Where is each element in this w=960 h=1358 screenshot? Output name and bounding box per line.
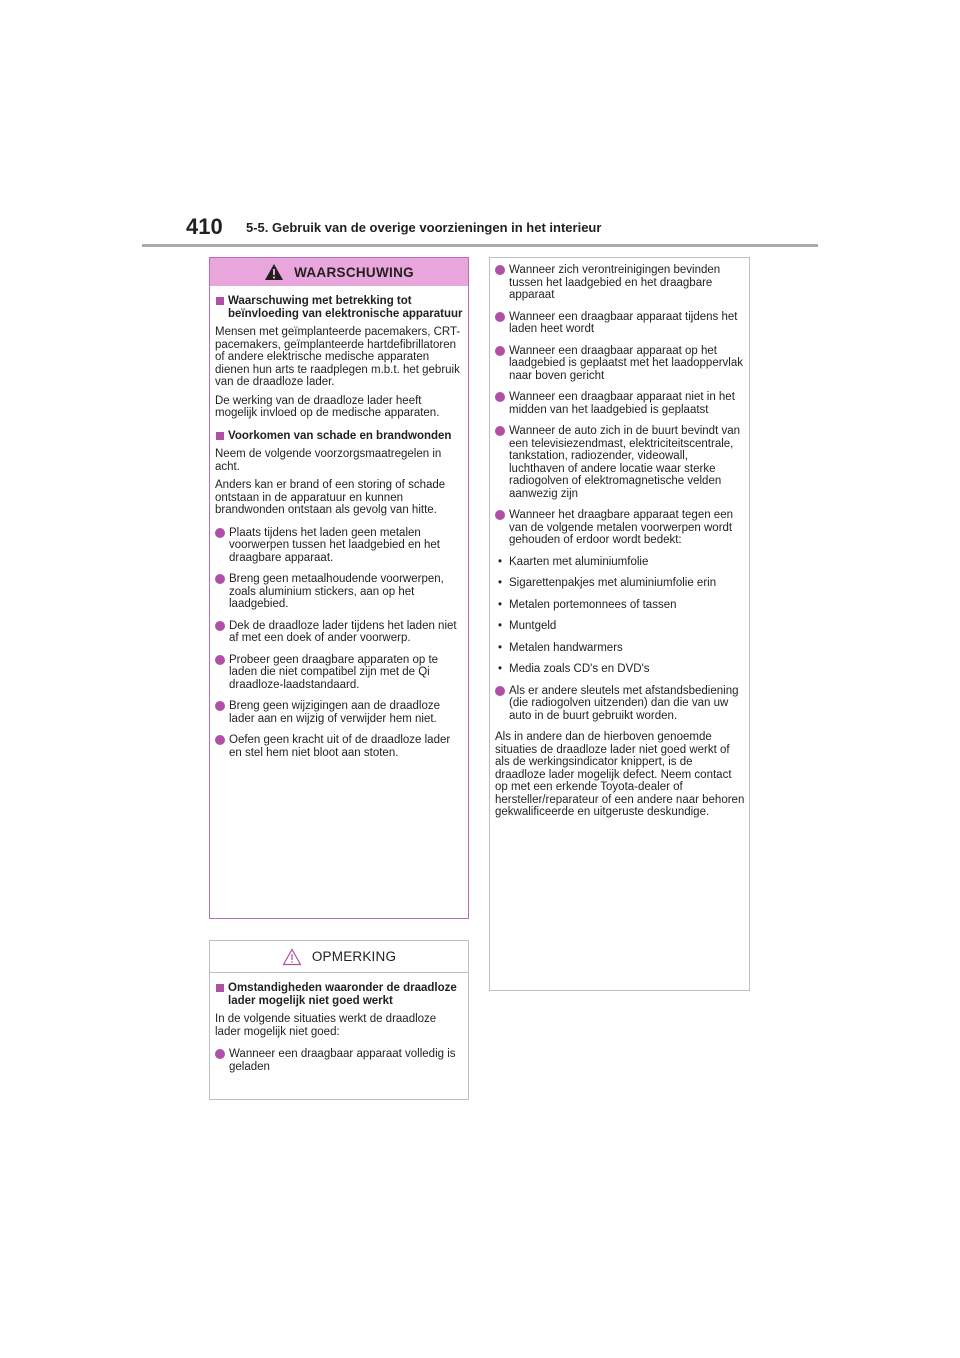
list-item: Breng geen wijzigingen aan de draadloze lader aan en wijzig of verwijder hem niet.	[215, 700, 464, 725]
list-item: Wanneer een draagbaar apparaat volledig is geladen	[215, 1048, 464, 1073]
note-box	[209, 940, 469, 1100]
list-item: Wanneer een draagbaar apparaat tijdens het laden heet wordt	[495, 311, 745, 336]
paragraph: Neem de volgende voorzorgsmaatregelen in acht.	[215, 448, 442, 473]
warning-heading-damage: Voorkomen van schade en brandwonden	[215, 430, 464, 443]
warning-title: WAARSCHUWING	[294, 264, 414, 280]
list-item: Plaats tijdens het laden geen metalen voorwerpen tussen het laadgebied en het draagbare apparaat.	[215, 527, 464, 565]
list-item: Oefen geen kracht uit of de draadloze lader en stel hem niet bloot aan stoten.	[215, 734, 464, 759]
sub-list-item: • Metalen portemonnees of tassen	[498, 598, 677, 611]
warning-box	[209, 257, 469, 919]
note-heading: Omstandigheden waaronder de draadloze lader mogelijk niet goed werkt	[215, 982, 464, 1007]
sub-list-item: • Kaarten met aluminiumfolie	[498, 555, 649, 568]
sub-list-item: • Muntgeld	[498, 620, 557, 632]
paragraph: In de volgende situaties werkt de draadloze lader mogelijk niet goed:	[215, 1013, 437, 1038]
chapter-title: 5-5. Gebruik van de overige voorzieningen in het interieur	[246, 220, 602, 235]
warning-heading-interference: Waarschuwing met betrekking tot beïnvloeding van elektronische apparatuur	[215, 295, 464, 320]
list-item: Wanneer de auto zich in de buurt bevindt van een televisiezendmast, elektriciteitscentrale, tankstation, radiozender, videowall, luchthaven of andere locatie waar sterke radiogolven of elektromagnetische velden aanwezig zijn	[495, 425, 745, 500]
paragraph: De werking van de draadloze lader heeft mogelijk invloed op de medische apparaten.	[215, 394, 440, 419]
list-item: Wanneer zich verontreinigingen bevinden tussen het laadgebied en het draagbare apparaat	[495, 264, 745, 302]
note-title: OPMERKING	[311, 949, 397, 964]
closing-paragraph: Als in andere dan de hierboven genoemde situaties de draadloze lader niet goed werkt of als de werkingsindicator knippert, is de draadloze lader mogelijk defect. Neem contact op met een erkende Toyota-dealer of hersteller/reparateur of een andere naar behoren gekwalificeerde en uitgeruste deskundige.	[495, 731, 745, 818]
list-item: Wanneer een draagbaar apparaat niet in het midden van het laadgebied is geplaatst	[495, 391, 745, 416]
warning-triangle-icon	[264, 263, 284, 281]
warning-header	[210, 258, 468, 286]
paragraph: Anders kan er brand of een storing of schade ontstaan in de apparatuur en kunnen brandwonden ontstaan als gevolg van hitte.	[215, 479, 446, 516]
list-item: Wanneer een draagbaar apparaat op het laadgebied is geplaatst met het laadoppervlak naar boven gericht	[495, 345, 745, 383]
page-number: 410	[186, 214, 223, 239]
sub-list-item: • Sigarettenpakjes met aluminiumfolie erin	[498, 577, 717, 589]
sub-list-item: • Media zoals CD's en DVD's	[498, 663, 650, 675]
list-item: Breng geen metaalhoudende voorwerpen, zoals aluminium stickers, aan op het laadgebied.	[215, 573, 464, 611]
note-triangle-icon	[282, 948, 302, 966]
sub-list-item: • Metalen handwarmers	[498, 641, 623, 654]
header-rule	[142, 244, 818, 247]
note-header	[210, 941, 468, 973]
paragraph: Mensen met geïmplanteerde pacemakers, CRT-pacemakers, geïmplanteerde hartdefibrillatoren of andere elektrische medische apparaten dienen hun arts te raadplegen m.b.t. het gebruik van de draadloze lader.	[215, 326, 461, 388]
list-item: Wanneer het draagbare apparaat tegen een van de volgende metalen voorwerpen wordt gehouden of erdoor wordt bedekt:	[495, 509, 745, 547]
list-item: Als er andere sleutels met afstandsbediening (die radiogolven uitzenden) dan die van uw auto in de buurt gebruikt worden.	[495, 685, 745, 723]
list-item: Dek de draadloze lader tijdens het laden niet af met een doek of ander voorwerp.	[215, 620, 464, 645]
note-continued-box	[489, 257, 750, 991]
list-item: Probeer geen draagbare apparaten op te laden die niet compatibel zijn met de Qi draadloze-laadstandaard.	[215, 654, 464, 692]
